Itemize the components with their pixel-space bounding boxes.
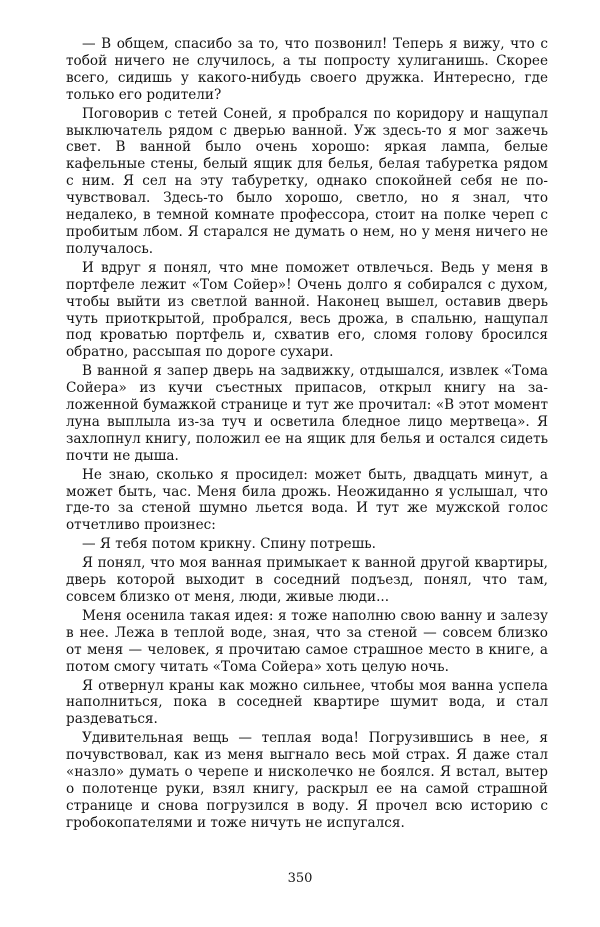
paragraph: Не знаю, сколько я просидел: может быть, двадцать минут, а может быть, час. Меня била дрожь. Неожиданно я услышал, что где-то за стеной шумно льется вода. И тут же мужской голос отчетливо произнес:: [66, 466, 548, 534]
paragraph: В ванной я запер дверь на задвижку, отдышался, извлек «Тома Сойера» из кучи съестных припасов, открыл книгу на заложенной бумажкой странице и тут же прочитал: «В этот момент луна выплыла из-за туч и осветила бледное лицо мертвеца». Я захлопнул книгу, положил ее на ящик для белья и остался сидеть почти не дыша.: [66, 363, 548, 464]
page-body: [66, 36, 548, 832]
paragraph: Меня осенила такая идея: я тоже наполню свою ванну и залезу в нее. Лежа в теплой воде, зная, что за стеной — совсем близко от меня — человек, я прочитаю самое страшное место в книге, а потом смогу читать «Тома Сойера» хоть целую ночь.: [66, 607, 548, 675]
paragraph: Поговорив с тетей Соней, я пробрался по коридору и нащупал выключатель рядом с дверью ванной. Уж здесь-то я мог зажечь свет. В ванной было очень хорошо: яркая лампа, белые кафельные стены, белый ящик для белья, белая табуретка рядом с ним. Я сел на эту табуретку, однако спокойней себя не почувствовал. Здесь-то было хорошо, светло, но я знал, что недалеко, в темной комнате профессора, стоит на полке череп с пробитым лбом. Я старался не думать о нем, но у меня ничего не получалось.: [66, 105, 548, 257]
paragraph: — В общем, спасибо за то, что позвонил! Теперь я вижу, что с тобой ничего не случилось, а ты попросту хулиганишь. Скорее всего, сидишь у какого-нибудь своего дружка. Интересно, где только его родители?: [66, 36, 548, 103]
paragraph: Я отвернул краны как можно сильнее, чтобы моя ванна успела наполниться, пока в соседней квартире шумит вода, и стал раздеваться.: [66, 677, 548, 728]
paragraph: — Я тебя потом крикну. Спину потрешь.: [82, 536, 376, 553]
paragraph: Я понял, что моя ванная примыкает к ванной другой квартиры, дверь которой выходит в соседний подъезд, понял, что там, совсем близко от меня, люди, живые люди...: [66, 555, 548, 605]
paragraph: И вдруг я понял, что мне поможет отвлечься. Ведь у меня в портфеле лежит «Том Сойер»! Очень долго я собирался с духом, чтобы выйти из светлой ванной. Наконец вышел, оставив дверь чуть приоткрытой, пробрался, весь дрожа, в спальню, нащупал под кроватью портфель и, схватив его, сломя голову бросился обратно, рассыпая по дороге сухари.: [66, 259, 548, 361]
page-number: 350: [287, 871, 313, 886]
paragraph: Удивительная вещь — теплая вода! Погрузившись в нее, я почувствовал, как из меня выгнало весь мой страх. Я даже стал «назло» думать о черепе и нисколечко не боялся. Я встал, вытер о полотенце руки, взял книгу, раскрыл ее на самой страшной странице и снова погрузился в воду. Я прочел всю историю с гробокопателями и тоже ничуть не испугался.: [66, 730, 548, 831]
